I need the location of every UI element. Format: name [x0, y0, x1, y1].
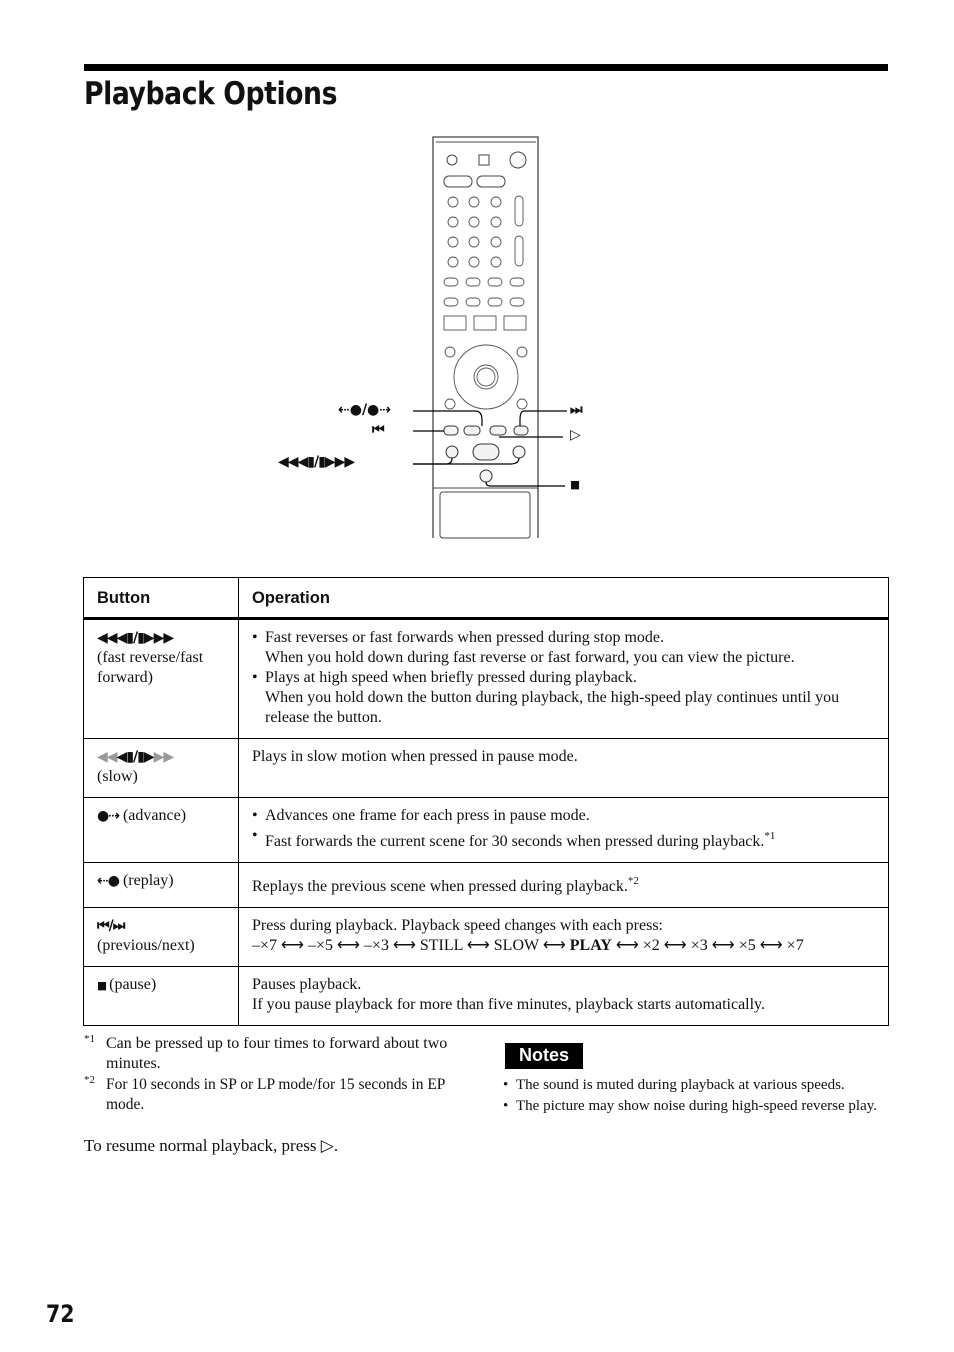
button-label: (replay): [122, 872, 174, 889]
previous-next-icon: ⏮/⏭: [97, 918, 125, 934]
operation-cell: Pauses playback. If you pause playback for more than five minutes, playback starts automatically.: [239, 967, 889, 1026]
resume-instruction: To resume normal playback, press ▷.: [84, 1136, 339, 1155]
list-item: • Fast reverses or fast forwards when pressed during stop mode. When you hold down during fast reverse or fast forward, you can view the picture.: [252, 628, 875, 668]
list-item: • Advances one frame for each press in pause mode.: [252, 806, 875, 826]
replay-advance-callout: ⇠●/●⇢: [338, 402, 392, 418]
fast-reverse-forward-icon: ◀◀◀▮/▮▶▶▶: [97, 630, 174, 646]
play-callout: ▷: [570, 427, 581, 443]
header-operation: Operation: [239, 578, 889, 619]
footnote: *2 For 10 seconds in SP or LP mode/for 15 seconds in EP mode.: [84, 1074, 445, 1113]
play-icon: ▷: [320, 1136, 334, 1155]
operation-cell: Plays in slow motion when pressed in pause mode.: [239, 739, 889, 798]
button-cell: [84, 967, 239, 1026]
button-cell: [84, 798, 239, 863]
button-cell: [84, 863, 239, 908]
button-label: (slow): [97, 768, 138, 785]
list-item: • The picture may show noise during high-speed reverse play.: [503, 1096, 893, 1117]
remote-control-illustration: [270, 130, 610, 542]
button-label: (previous/next): [97, 937, 195, 954]
header-button: Button: [84, 578, 239, 619]
table-row: [84, 908, 889, 967]
list-item: • Plays at high speed when briefly pressed during playback. When you hold down the button during playback, the high-speed play continues until you release the button.: [252, 668, 875, 728]
table-row: [84, 967, 889, 1026]
list-item: • The sound is muted during playback at various speeds.: [503, 1075, 893, 1096]
operation-cell: [239, 619, 889, 739]
button-cell: [84, 908, 239, 967]
advance-icon: ●⇢: [97, 808, 119, 824]
pause-icon: ▮▮: [97, 979, 106, 992]
speed-sequence: –×7 ⟷ –×5 ⟷ –×3 ⟷ STILL ⟷ SLOW ⟷ PLAY ⟷ ×2 ⟷ ×3 ⟷ ×5 ⟷ ×7: [252, 937, 804, 954]
replay-icon: ⇠●: [97, 873, 119, 889]
slow-icon: ◀◀◀▮/▮▶▶▶: [97, 749, 174, 765]
next-callout: ⏭: [570, 402, 583, 418]
footnote: *1 Can be pressed up to four times to forward about two minutes.: [84, 1033, 448, 1072]
table-row: [84, 739, 889, 798]
button-label: (advance): [122, 807, 187, 824]
table-row: [84, 798, 889, 863]
button-cell: [84, 739, 239, 798]
page-number: 72: [46, 1300, 75, 1328]
operation-cell: [239, 798, 889, 863]
fast-reverse-forward-callout: ◀◀◀▮/▮▶▶▶: [278, 454, 355, 470]
header-rule: [84, 64, 888, 71]
button-label: (fast reverse/fast forward): [97, 649, 204, 686]
button-cell: [84, 619, 239, 739]
notes-title: Notes: [505, 1043, 583, 1069]
table-row: [84, 619, 889, 739]
table-row: [84, 863, 889, 908]
notes-list: [503, 1075, 893, 1117]
table-header-row: [84, 578, 889, 619]
operation-table: [83, 577, 889, 1026]
operation-cell: Replays the previous scene when pressed during playback.$^{*2}$: [239, 863, 889, 908]
page-title: Playback Options: [84, 76, 338, 112]
prev-callout: ⏮: [372, 422, 385, 438]
remote-control-drawing: [270, 130, 610, 542]
button-label: (pause): [109, 976, 157, 993]
operation-cell: Press during playback. Playback speed changes with each press: –×7 ⟷ –×5 ⟷ –×3 ⟷ STILL ⟷ SLOW ⟷ PLAY ⟷ ×2 ⟷ ×3 ⟷ ×5 ⟷ ×7: [239, 908, 889, 967]
pause-callout: ▮▮: [570, 478, 579, 491]
list-item: • Fast forwards the current scene for 30 seconds when pressed during playback.$^{*1}$: [252, 826, 875, 852]
